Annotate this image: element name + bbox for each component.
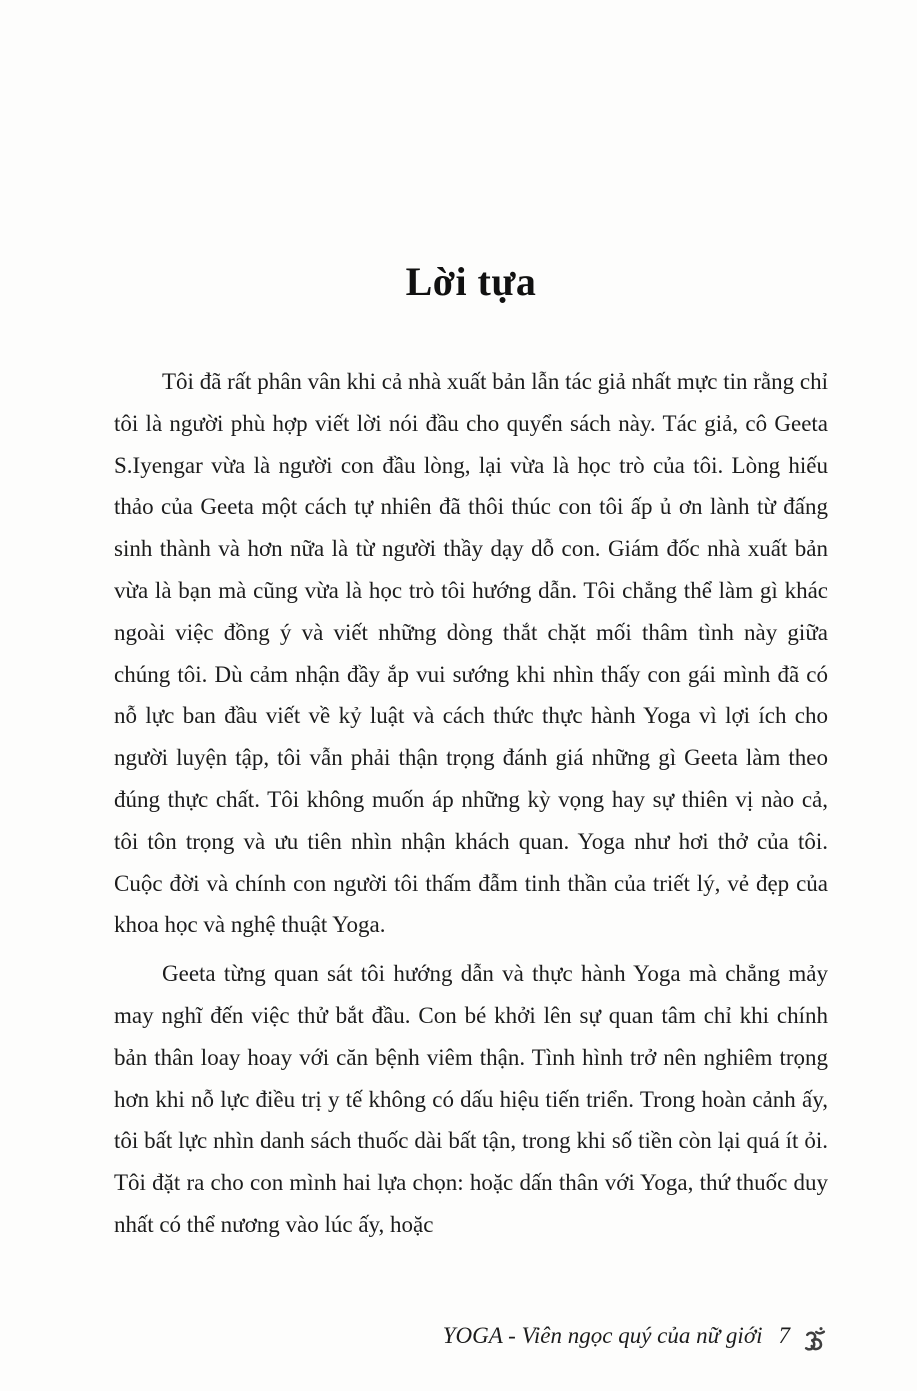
page-title: Lời tựa	[405, 259, 537, 304]
preface-paragraph-1: Tôi đã rất phân vân khi cả nhà xuất bản lẫn tác giả nhất mực tin rằng chỉ tôi là người phù hợp viết lời nói đầu cho quyển sách này. Tác giả, cô Geeta S.Iyengar vừa là người con đầu lòng, lại vừa là học trò của tôi. Lòng hiếu thảo của Geeta một cách tự nhiên đã thôi thúc con tôi ấp ủ ơn lành từ đấng sinh thành và hơn nữa là từ người thầy dạy dỗ con. Giám đốc nhà xuất bản vừa là bạn mà cũng vừa là học trò tôi hướng dẫn. Tôi chẳng thể làm gì khác ngoài việc đồng ý và viết những dòng thắt chặt mối thâm tình này giữa chúng tôi. Dù cảm nhận đầy ắp vui sướng khi nhìn thấy con gái mình đã có nỗ lực ban đầu viết về kỷ luật và cách thức thực hành Yoga vì lợi ích cho người luyện tập, tôi vẫn phải thận trọng đánh giá những gì Geeta làm theo đúng thực chất. Tôi không muốn áp những kỳ vọng hay sự thiên vị nào cả, tôi tôn trọng và ưu tiên nhìn nhận khách quan. Yoga như hơi thở của tôi. Cuộc đời và chính con người tôi thấm đẫm tinh thần của triết lý, vẻ đẹp của khoa học và nghệ thuật Yoga.	[114, 369, 828, 938]
footer-page-number: 7	[778, 1323, 790, 1348]
page-content	[114, 0, 828, 1246]
preface-paragraph-2: Geeta từng quan sát tôi hướng dẫn và thực hành Yoga mà chẳng mảy may nghĩ đến việc thử bắt đầu. Con bé khởi lên sự quan tâm chỉ khi chính bản thân loay hoay với căn bệnh viêm thận. Tình hình trở nên nghiêm trọng hơn khi nỗ lực điều trị y tế không có dấu hiệu tiến triển. Trong hoàn cảnh ấy, tôi bất lực nhìn danh sách thuốc dài bất tận, trong khi số tiền còn lại quá ít ỏi. Tôi đặt ra cho con mình hai lựa chọn: hoặc dấn thân với Yoga, thứ thuốc duy nhất có thể nương vào lúc ấy, hoặc	[114, 961, 828, 1237]
page-footer	[443, 1323, 829, 1351]
footer-book-title: YOGA - Viên ngọc quý của nữ giới	[442, 1323, 763, 1348]
om-symbol-icon	[799, 1327, 829, 1355]
